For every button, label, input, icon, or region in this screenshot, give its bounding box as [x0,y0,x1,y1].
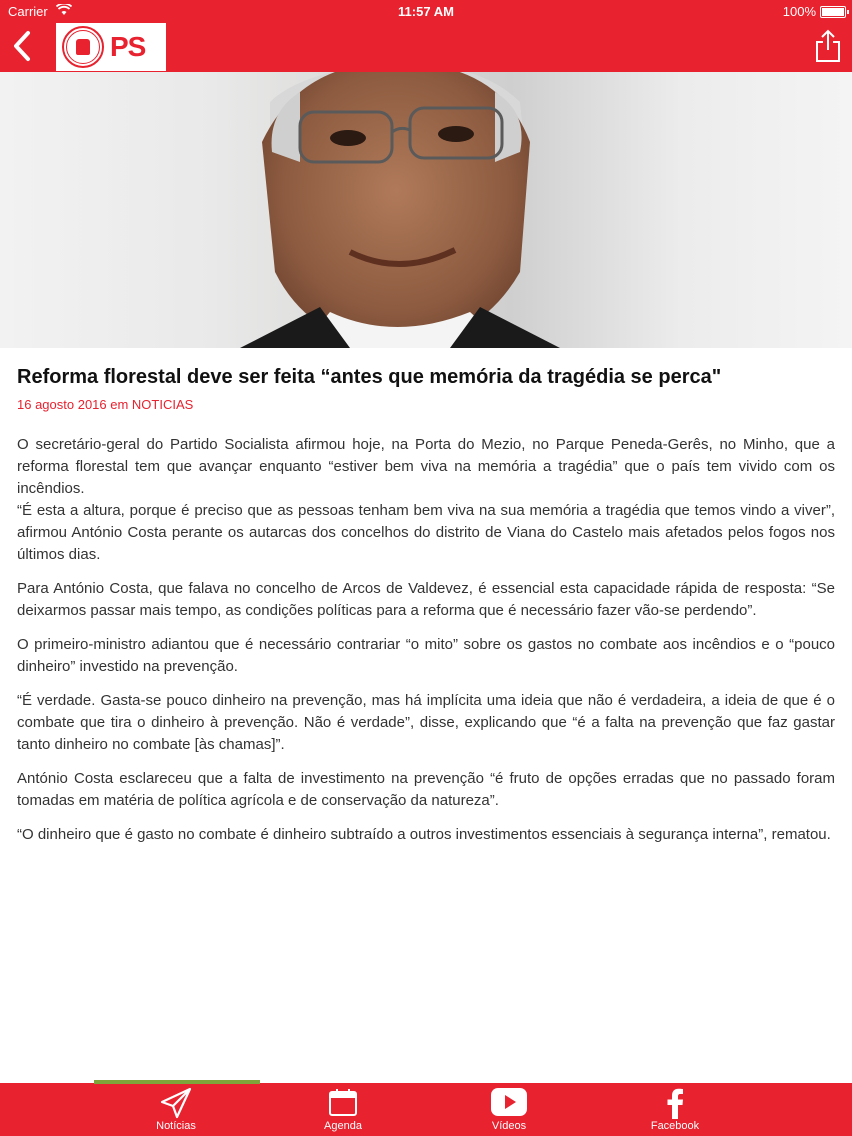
carrier-label: Carrier [8,4,48,19]
battery-icon [820,6,846,18]
article-title: Reforma florestal deve ser feita “antes que memória da tragédia se perca" [17,366,722,388]
facebook-icon [666,1087,684,1124]
article-body [17,434,835,858]
battery-percentage: 100% [782,4,816,19]
calendar-icon [328,1087,358,1122]
back-button[interactable] [4,26,40,66]
article-paragraph: “É verdade. Gasta-se pouco dinheiro na prevenção, mas há implícita uma ideia que não é verdadeira, a ideia de que é o combate que tira o dinheiro à prevenção. Não é verdade”, disse, explicando que “é a falta na prevenção que faz gastar tanto dinheiro no combate [às chamas]”. [17,692,835,753]
article-meta: 16 agosto 2016 em NOTICIAS [17,397,194,412]
article-paragraph: “O dinheiro que é gasto no combate é dinheiro subtraído a outros investimentos essenciais à segurança interna”, rematou. [17,826,831,843]
tab-label: Facebook [650,1120,700,1132]
tab-videos[interactable] [429,1083,589,1136]
article-paragraph: António Costa esclareceu que a falta de investimento na prevenção “é fruto de opções erradas que no passado foram tomadas em matéria de política agrícola e de conservação da natureza”. [17,770,835,809]
article-hero-image [0,72,852,348]
tab-label: Notícias [156,1120,196,1132]
article-paragraph: O secretário-geral do Partido Socialista afirmou hoje, na Porta do Mezio, no Parque Peneda-Gerês, no Minho, que a reforma florestal tem que avançar enquanto “estiver bem viva na memória a tragédia” que o país tem vivido com os incêndios. “É esta a altura, porque é preciso que as pessoas tenham bem viva na sua memória a tragédia que temos vindo a viver”, afirmou António Costa perante os autarcas dos concelhos do distrito de Viana do Castelo mais afetados pelos fogos nos últimos dias. [17,436,835,563]
clock: 11:57 AM [398,4,454,19]
article-paragraph: Para António Costa, que falava no concelho de Arcos de Valdevez, é essencial esta capacidade rápida de resposta: “Se deixarmos passar mais tempo, as condições políticas para a reforma que é necessário fazer vão-se perdendo”. [17,580,835,619]
tab-agenda[interactable] [263,1083,423,1136]
paper-plane-icon [159,1087,193,1124]
tab-label: Agenda [324,1120,362,1132]
share-icon [814,28,842,64]
chevron-left-icon [12,30,32,62]
youtube-icon [490,1087,528,1122]
tab-noticias[interactable] [96,1083,256,1136]
party-seal-icon [62,26,104,68]
status-bar [0,0,852,24]
ps-logo [56,23,166,71]
tab-facebook[interactable] [595,1083,755,1136]
share-button[interactable] [814,28,842,64]
tab-label: Vídeos [491,1120,527,1132]
article-paragraph: O primeiro-ministro adiantou que é necessário contrariar “o mito” sobre os gastos no combate aos incêndios e o “pouco dinheiro” investido na prevenção. [17,636,835,675]
top-bar [0,0,852,72]
logo-text: PS [110,31,146,62]
